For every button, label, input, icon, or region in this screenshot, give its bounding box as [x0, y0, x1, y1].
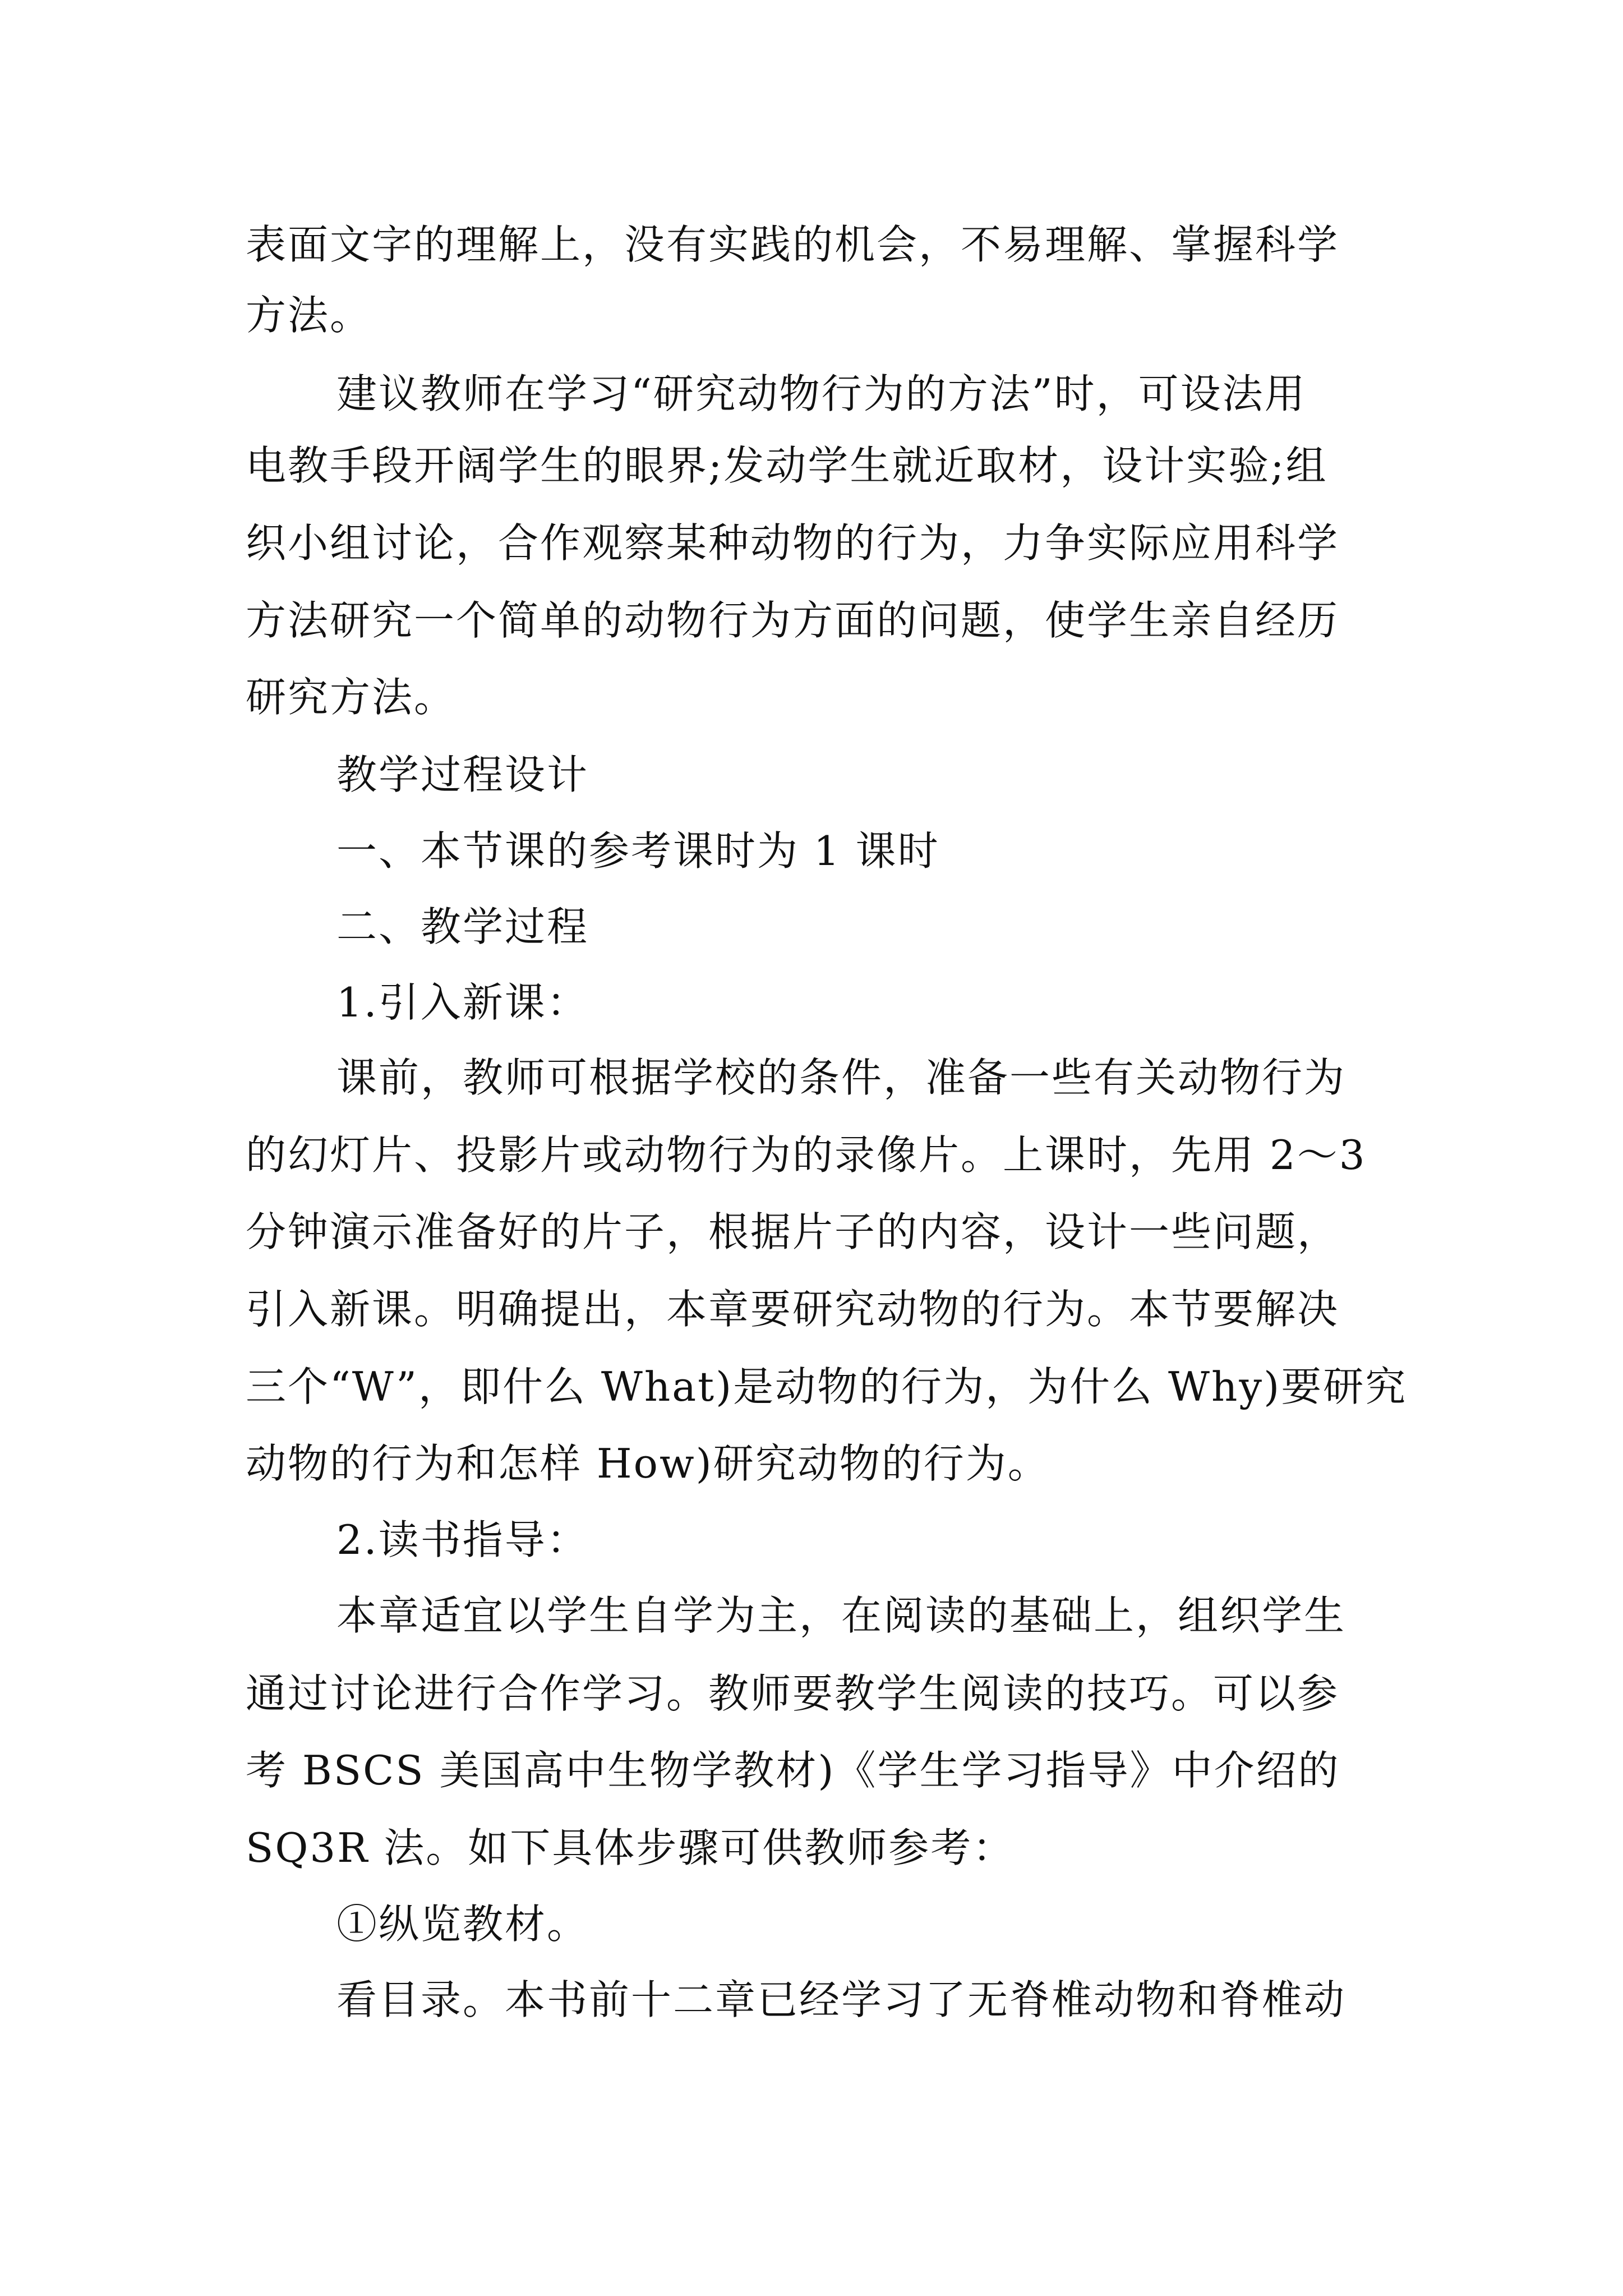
text-line: 通过讨论进行合作学习。教师要教学生阅读的技巧。可以参	[246, 1670, 1340, 1717]
text-line: 考 BSCS 美国高中生物学教材)《学生学习指导》中介绍的	[246, 1747, 1340, 1794]
text-line: 分钟演示准备好的片子，根据片子的内容，设计一些问题，	[246, 1208, 1340, 1255]
section-heading: 教学过程设计	[336, 751, 589, 798]
text-line: 二、教学过程	[336, 903, 589, 950]
text-line: 课前，教师可根据学校的条件，准备一些有关动物行为	[336, 1054, 1347, 1101]
text-line: 的幻灯片、投影片或动物行为的录像片。上课时，先用 2～3	[246, 1131, 1367, 1179]
text-line: 电教手段开阔学生的眼界;发动学生就近取材，设计实验;组	[246, 442, 1328, 489]
text-line: 方法。	[246, 292, 372, 339]
text-line: SQ3R 法。如下具体步骤可供教师参考：	[246, 1824, 1015, 1871]
text-line: 建议教师在学习“研究动物行为的方法”时，可设法用	[336, 370, 1307, 417]
text-line: 研究方法。	[246, 674, 457, 721]
text-line: 动物的行为和怎样 How)研究动物的行为。	[246, 1440, 1050, 1487]
text-line: 1.引入新课：	[336, 979, 589, 1026]
text-line: 表面文字的理解上，没有实践的机会，不易理解、掌握科学	[246, 221, 1340, 268]
text-line: 看目录。本书前十二章已经学习了无脊椎动物和脊椎动	[336, 1976, 1347, 2023]
text-line: 方法研究一个简单的动物行为方面的问题，使学生亲自经历	[246, 597, 1340, 644]
text-line: 本章适宜以学生自学为主，在阅读的基础上，组织学生	[336, 1592, 1347, 1639]
text-line: 引入新课。明确提出，本章要研究动物的行为。本节要解决	[246, 1286, 1340, 1333]
text-line: 2.读书指导：	[336, 1516, 589, 1563]
text-line: 一、本节课的参考课时为 1 课时	[336, 827, 940, 875]
text-line: 织小组讨论，合作观察某种动物的行为，力争实际应用科学	[246, 519, 1340, 567]
text-line: 三个“W”，即什么 What)是动物的行为，为什么 Why)要研究	[246, 1363, 1408, 1410]
text-line: ①纵览教材。	[336, 1901, 589, 1948]
